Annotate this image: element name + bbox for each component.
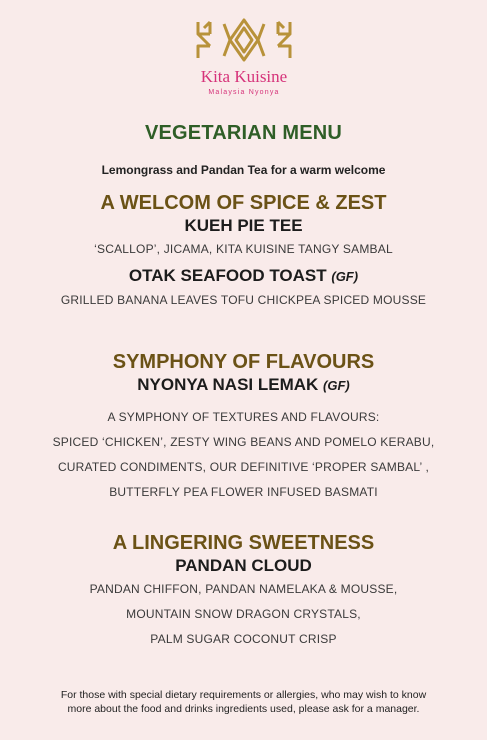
dietary-notice: For those with special dietary requirements or allergies, who may wish to know more about the food and drinks ingredients used, please ask for a manager. — [60, 689, 427, 715]
dish-description-line: MOUNTAIN SNOW DRAGON CRYSTALS, — [126, 607, 361, 621]
menu-title: VEGETARIAN MENU — [144, 122, 343, 144]
section-title: A LINGERING SWEETNESS — [112, 532, 375, 554]
dish-description-line: PANDAN CHIFFON, PANDAN NAMELAKA & MOUSSE, — [89, 582, 398, 596]
dish-name: PANDAN CLOUD — [175, 556, 312, 575]
dish-description-line: A SYMPHONY OF TEXTURES AND FLAVOURS: — [107, 410, 380, 424]
brand-tagline: Malaysia Nyonya — [207, 89, 280, 96]
gluten-free-tag: (GF) — [323, 378, 350, 393]
dish-name: KUEH PIE TEE — [184, 216, 303, 235]
dish-description-line: PALM SUGAR COCONUT CRISP — [150, 632, 337, 646]
gluten-free-tag: (GF) — [331, 269, 359, 284]
dish-description: ‘SCALLOP’, JICAMA, KITA KUISINE TANGY SAMBAL — [94, 242, 393, 256]
dish-description-line: SPICED ‘CHICKEN’, ZESTY WING BEANS AND POMELO KERABU, — [52, 435, 435, 449]
kita-kuisine-logo — [174, 14, 314, 102]
welcome-drink: Lemongrass and Pandan Tea for a warm welcome — [101, 163, 386, 177]
dish-name: OTAK SEAFOOD TOAST (GF) — [128, 266, 359, 285]
dish-description: GRILLED BANANA LEAVES TOFU CHICKPEA SPICED MOUSSE — [60, 293, 427, 307]
section-sweetness — [0, 531, 487, 652]
section-title: SYMPHONY OF FLAVOURS — [112, 351, 375, 373]
section-symphony — [0, 350, 487, 505]
section-title: A WELCOM OF SPICE & ZEST — [100, 192, 387, 214]
dish-description-line: CURATED CONDIMENTS, OUR DEFINITIVE ‘PROPER SAMBAL’ , — [57, 460, 430, 474]
section-spice-zest — [0, 191, 487, 313]
dish-description-line: BUTTERFLY PEA FLOWER INFUSED BASMATI — [109, 485, 378, 499]
brand-name: Kita Kuisine — [200, 67, 287, 86]
dish-name: NYONYA NASI LEMAK (GF) — [137, 375, 350, 394]
